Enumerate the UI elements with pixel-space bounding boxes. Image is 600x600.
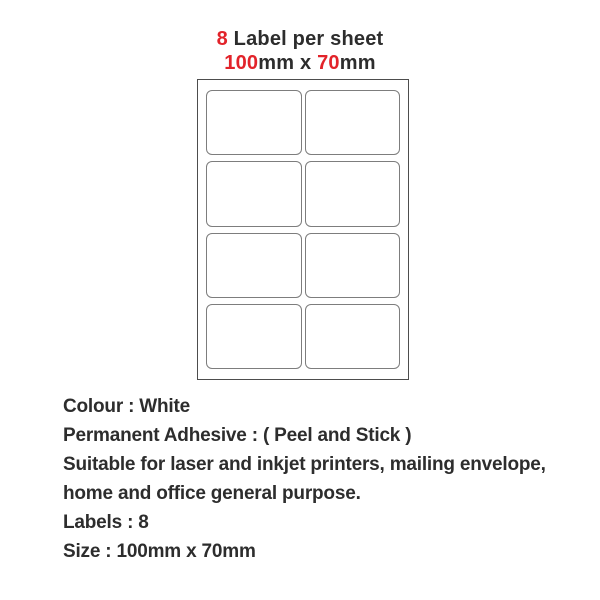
spec-list	[63, 392, 546, 566]
label-cell	[206, 90, 302, 155]
spec-line-suitable: Suitable for laser and inkjet printers, mailing envelope,	[63, 454, 546, 475]
label-sheet-diagram	[197, 79, 409, 380]
spec-line-size: Size : 100mm x 70mm	[63, 541, 256, 562]
spec-line-purpose: home and office general purpose.	[63, 483, 361, 504]
size-suffix-text: mm	[339, 52, 376, 74]
size-line	[0, 51, 600, 75]
label-cell	[305, 161, 401, 226]
title-text: Label per sheet	[227, 28, 384, 50]
label-cell	[305, 233, 401, 298]
size-height-value: 70	[317, 52, 340, 74]
spec-line-adhesive: Permanent Adhesive : ( Peel and Stick )	[63, 425, 412, 446]
label-cell	[305, 304, 401, 369]
label-cell	[206, 304, 302, 369]
title-line	[0, 27, 600, 51]
label-cell	[206, 161, 302, 226]
label-cell	[206, 233, 302, 298]
size-middle-text: mm x	[258, 52, 318, 74]
spec-line-colour: Colour : White	[63, 396, 191, 417]
label-cell	[305, 90, 401, 155]
size-width-value: 100	[224, 52, 259, 74]
title-count: 8	[216, 28, 228, 50]
spec-line-labels-count: Labels : 8	[63, 512, 149, 533]
header	[0, 27, 600, 75]
